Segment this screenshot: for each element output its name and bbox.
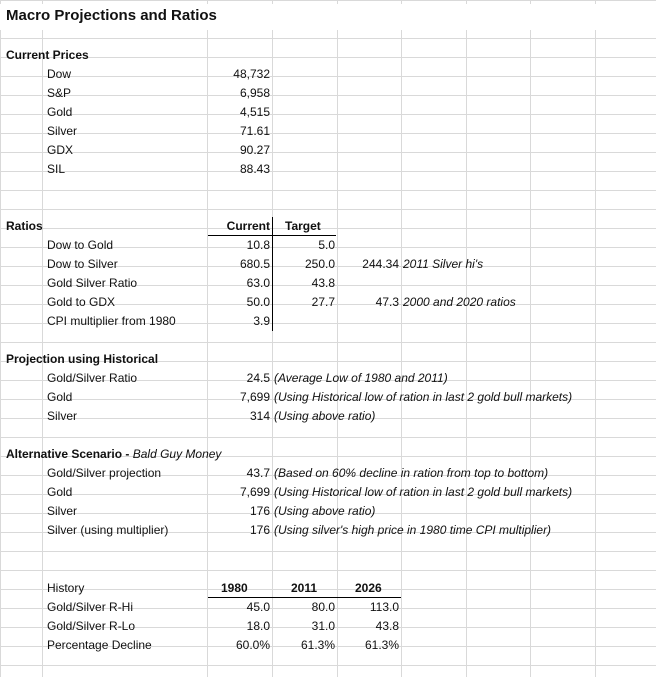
grid-line — [466, 0, 467, 677]
price-value-dow[interactable]: 48,732 — [233, 67, 270, 81]
history-row-label[interactable]: Gold/Silver R-Lo — [47, 619, 136, 633]
alternative-value[interactable]: 176 — [249, 523, 270, 537]
price-value-gdx[interactable]: 90.27 — [239, 143, 270, 157]
price-label-gdx[interactable]: GDX — [47, 143, 74, 157]
projection-label[interactable]: Gold/Silver Ratio — [47, 371, 138, 385]
history-label[interactable]: History — [47, 581, 85, 595]
ratio-label[interactable]: Dow to Gold — [47, 238, 114, 252]
alternative-note[interactable]: (Using silver's high price in 1980 time CPI multiplier) — [274, 523, 552, 537]
ratios-col-current[interactable]: Current — [226, 219, 270, 233]
ratio-current[interactable]: 50.0 — [246, 295, 270, 309]
grid-line — [42, 0, 43, 677]
history-row-label[interactable]: Percentage Decline — [47, 638, 152, 652]
price-label-silver[interactable]: Silver — [47, 124, 78, 138]
price-value-gold[interactable]: 4,515 — [239, 105, 270, 119]
alternative-header-text: Alternative Scenario - — [6, 447, 133, 461]
ratio-label[interactable]: CPI multiplier from 1980 — [47, 314, 176, 328]
ratio-current[interactable]: 3.9 — [253, 314, 270, 328]
history-value[interactable]: 61.3% — [364, 638, 399, 652]
history-year-1980[interactable]: 1980 — [221, 581, 248, 595]
alternative-label[interactable]: Silver — [47, 504, 78, 518]
price-label-sil[interactable]: SIL — [47, 162, 66, 176]
grid-line — [401, 0, 402, 677]
price-value-sil[interactable]: 88.43 — [239, 162, 270, 176]
history-row-label[interactable]: Gold/Silver R-Hi — [47, 600, 134, 614]
price-label-sp[interactable]: S&P — [47, 86, 72, 100]
alternative-label[interactable]: Silver (using multiplier) — [47, 523, 169, 537]
ratio-current[interactable]: 63.0 — [246, 276, 270, 290]
history-value[interactable]: 43.8 — [375, 619, 399, 633]
alternative-header[interactable] — [6, 445, 221, 464]
history-value[interactable]: 113.0 — [369, 600, 399, 614]
grid-line — [0, 0, 1, 677]
ratio-note[interactable]: 2000 and 2020 ratios — [403, 295, 516, 309]
projection-value[interactable]: 314 — [249, 409, 270, 423]
ratio-label[interactable]: Gold to GDX — [47, 295, 116, 309]
history-year-2026[interactable]: 2026 — [355, 581, 382, 595]
ratio-extra[interactable]: 47.3 — [375, 295, 399, 309]
alternative-note[interactable]: (Using Historical low of ration in last 2 gold bull markets) — [274, 485, 573, 499]
ratio-note[interactable]: 2011 Silver hi's — [403, 257, 484, 271]
alternative-header-source: Bald Guy Money — [132, 447, 222, 461]
ratio-label[interactable]: Gold Silver Ratio — [47, 276, 138, 290]
grid-line — [530, 0, 531, 677]
ratio-target[interactable]: 250.0 — [304, 257, 335, 271]
ratios-header[interactable]: Ratios — [6, 219, 43, 233]
current-prices-header[interactable]: Current Prices — [6, 48, 89, 62]
grid-line — [337, 0, 338, 677]
projection-value[interactable]: 24.5 — [246, 371, 270, 385]
price-value-silver[interactable]: 71.61 — [239, 124, 270, 138]
ratios-col-target[interactable]: Target — [285, 219, 321, 233]
ratio-target[interactable]: 5.0 — [318, 238, 335, 252]
projection-value[interactable]: 7,699 — [239, 390, 270, 404]
projection-note[interactable]: (Using Historical low of ration in last 2 gold bull markets) — [274, 390, 573, 404]
projection-header[interactable]: Projection using Historical — [6, 352, 159, 366]
history-value[interactable]: 61.3% — [300, 638, 335, 652]
ratio-target[interactable]: 43.8 — [311, 276, 335, 290]
alternative-value[interactable]: 7,699 — [239, 485, 270, 499]
ratios-column-border — [272, 217, 273, 331]
projection-label[interactable]: Silver — [47, 409, 78, 423]
projection-note[interactable]: (Average Low of 1980 and 2011) — [274, 371, 448, 385]
ratio-target[interactable]: 27.7 — [311, 295, 335, 309]
alternative-value[interactable]: 43.7 — [246, 466, 270, 480]
sheet-title[interactable]: Macro Projections and Ratios — [6, 7, 217, 24]
ratio-current[interactable]: 10.8 — [246, 238, 270, 252]
alternative-label[interactable]: Gold — [47, 485, 73, 499]
grid-line — [272, 0, 273, 677]
history-value[interactable]: 18.0 — [246, 619, 270, 633]
alternative-label[interactable]: Gold/Silver projection — [47, 466, 162, 480]
projection-note[interactable]: (Using above ratio) — [274, 409, 376, 423]
alternative-note[interactable]: (Based on 60% decline in ration from top to bottom) — [274, 466, 549, 480]
price-label-gold[interactable]: Gold — [47, 105, 73, 119]
alternative-value[interactable]: 176 — [249, 504, 270, 518]
price-label-dow[interactable]: Dow — [47, 67, 72, 81]
ratio-label[interactable]: Dow to Silver — [47, 257, 118, 271]
ratio-extra[interactable]: 244.34 — [362, 257, 399, 271]
price-value-sp[interactable]: 6,958 — [239, 86, 270, 100]
history-value[interactable]: 45.0 — [246, 600, 270, 614]
history-value[interactable]: 60.0% — [235, 638, 270, 652]
ratio-current[interactable]: 680.5 — [239, 257, 270, 271]
grid-line — [207, 0, 208, 677]
alternative-note[interactable]: (Using above ratio) — [274, 504, 376, 518]
history-year-2011[interactable]: 2011 — [291, 581, 318, 595]
grid-line — [595, 0, 596, 677]
history-value[interactable]: 31.0 — [311, 619, 335, 633]
projection-label[interactable]: Gold — [47, 390, 73, 404]
history-value[interactable]: 80.0 — [311, 600, 335, 614]
